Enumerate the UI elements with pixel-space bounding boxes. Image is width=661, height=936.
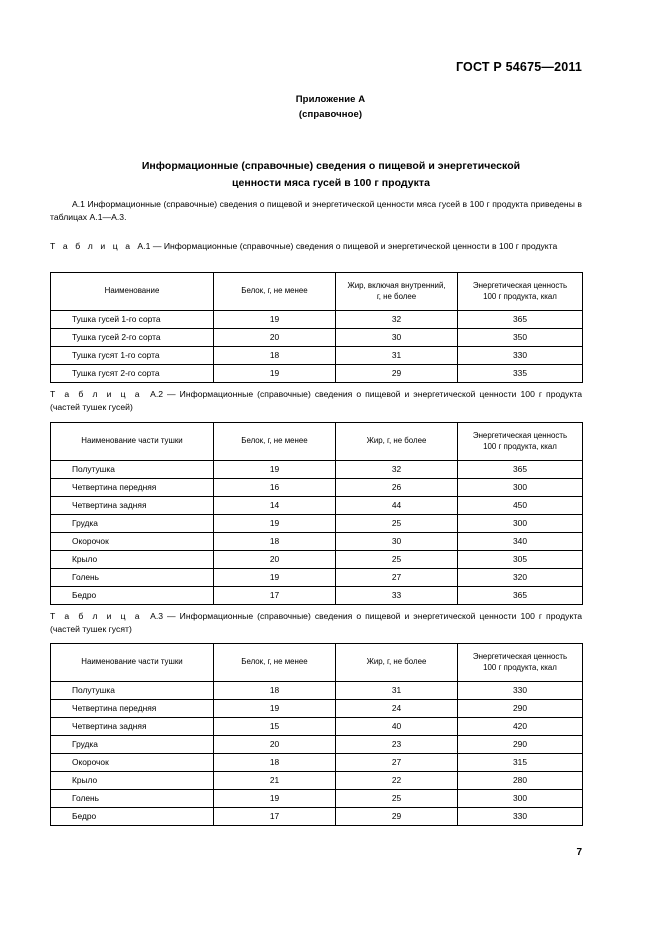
table-a1-head bbox=[51, 273, 583, 311]
paragraph-a1-text: А.1 Информационные (справочные) сведения о пищевой и энергетической ценности мяса гусей в 100 г продукта приведены в таблицах А.1—А.3. bbox=[50, 199, 582, 222]
table-row bbox=[51, 347, 583, 365]
table-caption-a2-label: Т а б л и ц а bbox=[50, 389, 143, 399]
table-a3-col-name bbox=[51, 644, 214, 682]
table-a3-r0-c0: Полутушка bbox=[51, 682, 214, 700]
table-a2-col-protein-l1: Белок, г, не менее bbox=[241, 436, 308, 446]
table-a3-r4-c2: 27 bbox=[336, 754, 458, 772]
table-a3-r5-c2: 22 bbox=[336, 772, 458, 790]
table-a1-r0-c2: 32 bbox=[336, 311, 458, 329]
table-a2-r7-c1: 17 bbox=[214, 587, 336, 605]
table-a1-r3-c0: Тушка гусят 2-го сорта bbox=[51, 365, 214, 383]
table-a3-col-protein bbox=[214, 644, 336, 682]
table-a2-r6-c1: 19 bbox=[214, 569, 336, 587]
table-a2-r0-c0: Полутушка bbox=[51, 461, 214, 479]
table-a3-r2-c0: Четвертина задняя bbox=[51, 718, 214, 736]
table-row bbox=[51, 682, 583, 700]
table-a1-r1-c3: 350 bbox=[458, 329, 583, 347]
table-a3-r2-c1: 15 bbox=[214, 718, 336, 736]
table-a2-r3-c0: Грудка bbox=[51, 515, 214, 533]
table-a3-r4-c0: Окорочок bbox=[51, 754, 214, 772]
table-a2-r0-c3: 365 bbox=[458, 461, 583, 479]
table-a1-r3-c2: 29 bbox=[336, 365, 458, 383]
table-a2-r3-c2: 25 bbox=[336, 515, 458, 533]
table-a2-r7-c3: 365 bbox=[458, 587, 583, 605]
table-a2-r5-c2: 25 bbox=[336, 551, 458, 569]
table-a2-col-energy bbox=[458, 423, 583, 461]
table-a2-r1-c1: 16 bbox=[214, 479, 336, 497]
table-a1-r0-c3: 365 bbox=[458, 311, 583, 329]
table-a2-r1-c3: 300 bbox=[458, 479, 583, 497]
table-a1-r1-c0: Тушка гусей 2-го сорта bbox=[51, 329, 214, 347]
table-row bbox=[51, 718, 583, 736]
table-a1-col-name-l1: Наименование bbox=[104, 286, 160, 296]
page-number: 7 bbox=[576, 847, 582, 858]
table-a2-r6-c0: Голень bbox=[51, 569, 214, 587]
table-a3-r3-c1: 20 bbox=[214, 736, 336, 754]
table-a1-r2-c1: 18 bbox=[214, 347, 336, 365]
table-caption-a3-label: Т а б л и ц а bbox=[50, 611, 143, 621]
paragraph-a1 bbox=[50, 198, 582, 223]
page-title-line-1: Информационные (справочные) сведения о пищевой и энергетической bbox=[141, 160, 521, 172]
table-a1-r0-c1: 19 bbox=[214, 311, 336, 329]
table-a2-r0-c1: 19 bbox=[214, 461, 336, 479]
annex-subtitle: (справочное) bbox=[298, 109, 363, 120]
table-a1-r2-c3: 330 bbox=[458, 347, 583, 365]
page-title-line-2: ценности мяса гусей в 100 г продукта bbox=[231, 177, 431, 189]
table-a3-r4-c3: 315 bbox=[458, 754, 583, 772]
page-title bbox=[80, 158, 582, 192]
table-caption-a1 bbox=[50, 240, 582, 253]
table-a1-col-fat-l2: г, не более bbox=[376, 291, 417, 301]
table-row bbox=[51, 808, 583, 826]
table-a1-r2-c2: 31 bbox=[336, 347, 458, 365]
table-a1-col-fat-l1: Жир, включая внутренний, bbox=[347, 281, 446, 290]
table-a3-col-energy-l2: 100 г продукта, ккал bbox=[483, 662, 557, 672]
table-row bbox=[51, 311, 583, 329]
table-caption-a1-label: Т а б л и ц а bbox=[50, 241, 133, 251]
table-a1-header-row bbox=[51, 273, 583, 311]
table-a2-col-energy-l1: Энергетическая ценность bbox=[472, 431, 568, 440]
table-a3-r7-c1: 17 bbox=[214, 808, 336, 826]
table-row bbox=[51, 329, 583, 347]
table-row bbox=[51, 736, 583, 754]
table-a3-col-name-l1: Наименование части тушки bbox=[81, 657, 183, 667]
table-a3-r1-c0: Четвертина передняя bbox=[51, 700, 214, 718]
table-a1-col-energy bbox=[458, 273, 583, 311]
table-a2-r0-c2: 32 bbox=[336, 461, 458, 479]
table-a3-col-energy bbox=[458, 644, 583, 682]
table-a2-col-energy-l2: 100 г продукта, ккал bbox=[483, 441, 557, 451]
table-a2-r2-c0: Четвертина задняя bbox=[51, 497, 214, 515]
table-a3-r6-c1: 19 bbox=[214, 790, 336, 808]
table-a2-r5-c3: 305 bbox=[458, 551, 583, 569]
table-row bbox=[51, 754, 583, 772]
table-a2-header-row bbox=[51, 423, 583, 461]
table-a1 bbox=[50, 272, 583, 383]
table-a2-col-fat bbox=[336, 423, 458, 461]
table-row bbox=[51, 497, 583, 515]
table-caption-a1-number: А.1 bbox=[137, 241, 151, 251]
table-a2-body bbox=[51, 461, 583, 605]
table-a1-r2-c0: Тушка гусят 1-го сорта bbox=[51, 347, 214, 365]
table-a2-r5-c1: 20 bbox=[214, 551, 336, 569]
table-caption-a2-text: — Информационные (справочные) сведения о пищевой и энергетической ценности 100 г продукта (частей тушек гусей) bbox=[50, 389, 582, 412]
table-a2-r7-c2: 33 bbox=[336, 587, 458, 605]
table-caption-a2-number: А.2 bbox=[150, 389, 164, 399]
table-a1-col-fat bbox=[336, 273, 458, 311]
table-a2-col-name bbox=[51, 423, 214, 461]
table-a1-col-protein bbox=[214, 273, 336, 311]
table-caption-a3-number: А.3 bbox=[150, 611, 164, 621]
annex-heading-block bbox=[0, 92, 661, 122]
table-a3-header-row bbox=[51, 644, 583, 682]
running-head-standard-number: ГОСТ Р 54675—2011 bbox=[455, 60, 582, 74]
table-a1-body bbox=[51, 311, 583, 383]
table-a2-head bbox=[51, 423, 583, 461]
table-a3-r1-c2: 24 bbox=[336, 700, 458, 718]
table-a2-col-name-l1: Наименование части тушки bbox=[81, 436, 183, 446]
table-a2-r3-c3: 300 bbox=[458, 515, 583, 533]
table-a3-col-fat bbox=[336, 644, 458, 682]
table-a3-r2-c2: 40 bbox=[336, 718, 458, 736]
table-a3-r1-c1: 19 bbox=[214, 700, 336, 718]
table-row bbox=[51, 587, 583, 605]
table-row bbox=[51, 479, 583, 497]
table-caption-a3-text: — Информационные (справочные) сведения о пищевой и энергетической ценности 100 г продукта (частей тушек гусят) bbox=[50, 611, 582, 634]
table-a3-r0-c3: 330 bbox=[458, 682, 583, 700]
table-row bbox=[51, 551, 583, 569]
table-a3-r1-c3: 290 bbox=[458, 700, 583, 718]
table-a3-r5-c0: Крыло bbox=[51, 772, 214, 790]
table-a2 bbox=[50, 422, 583, 605]
table-a3-r7-c0: Бедро bbox=[51, 808, 214, 826]
table-a1-r1-c2: 30 bbox=[336, 329, 458, 347]
table-a2-r2-c2: 44 bbox=[336, 497, 458, 515]
table-a3-r2-c3: 420 bbox=[458, 718, 583, 736]
table-a2-r2-c3: 450 bbox=[458, 497, 583, 515]
table-a2-r5-c0: Крыло bbox=[51, 551, 214, 569]
table-a3-r3-c2: 23 bbox=[336, 736, 458, 754]
table-row bbox=[51, 515, 583, 533]
table-a2-r6-c3: 320 bbox=[458, 569, 583, 587]
table-a1-r1-c1: 20 bbox=[214, 329, 336, 347]
table-a1-col-protein-l1: Белок, г, не менее bbox=[241, 286, 308, 296]
table-a3-col-protein-l1: Белок, г, не менее bbox=[241, 657, 308, 667]
table-a2-r2-c1: 14 bbox=[214, 497, 336, 515]
table-a3 bbox=[50, 643, 583, 826]
table-a2-r4-c3: 340 bbox=[458, 533, 583, 551]
table-a3-col-energy-l1: Энергетическая ценность bbox=[472, 652, 568, 661]
table-a2-r1-c2: 26 bbox=[336, 479, 458, 497]
table-a3-r3-c3: 290 bbox=[458, 736, 583, 754]
table-a3-body bbox=[51, 682, 583, 826]
table-a3-col-fat-l1: Жир, г, не более bbox=[366, 657, 427, 667]
table-a3-r0-c2: 31 bbox=[336, 682, 458, 700]
table-a3-r0-c1: 18 bbox=[214, 682, 336, 700]
table-a3-r6-c3: 300 bbox=[458, 790, 583, 808]
table-a2-col-fat-l1: Жир, г, не более bbox=[366, 436, 427, 446]
annex-title: Приложение А bbox=[295, 94, 366, 105]
table-caption-a2 bbox=[50, 388, 582, 413]
table-row bbox=[51, 365, 583, 383]
table-row bbox=[51, 790, 583, 808]
table-a3-r4-c1: 18 bbox=[214, 754, 336, 772]
table-row bbox=[51, 533, 583, 551]
table-row bbox=[51, 461, 583, 479]
table-a2-r4-c0: Окорочок bbox=[51, 533, 214, 551]
table-a1-col-energy-l2: 100 г продукта, ккал bbox=[483, 291, 557, 301]
table-a1-r3-c3: 335 bbox=[458, 365, 583, 383]
table-a3-r6-c0: Голень bbox=[51, 790, 214, 808]
table-row bbox=[51, 772, 583, 790]
table-row bbox=[51, 700, 583, 718]
table-a2-r4-c1: 18 bbox=[214, 533, 336, 551]
table-a1-r0-c0: Тушка гусей 1-го сорта bbox=[51, 311, 214, 329]
table-a2-r1-c0: Четвертина передняя bbox=[51, 479, 214, 497]
table-row bbox=[51, 569, 583, 587]
table-a3-r6-c2: 25 bbox=[336, 790, 458, 808]
table-a2-r3-c1: 19 bbox=[214, 515, 336, 533]
table-a1-col-name bbox=[51, 273, 214, 311]
table-a3-r5-c1: 21 bbox=[214, 772, 336, 790]
table-a2-r7-c0: Бедро bbox=[51, 587, 214, 605]
table-a3-r7-c3: 330 bbox=[458, 808, 583, 826]
table-a2-r6-c2: 27 bbox=[336, 569, 458, 587]
table-a1-col-energy-l1: Энергетическая ценность bbox=[472, 281, 568, 290]
table-a2-col-protein bbox=[214, 423, 336, 461]
table-caption-a3 bbox=[50, 610, 582, 635]
table-a3-r3-c0: Грудка bbox=[51, 736, 214, 754]
table-a3-r7-c2: 29 bbox=[336, 808, 458, 826]
table-a2-r4-c2: 30 bbox=[336, 533, 458, 551]
table-a3-head bbox=[51, 644, 583, 682]
table-caption-a1-text: — Информационные (справочные) сведения о пищевой и энергетической ценности в 100 г продукта bbox=[152, 241, 558, 251]
table-a1-r3-c1: 19 bbox=[214, 365, 336, 383]
table-a3-r5-c3: 280 bbox=[458, 772, 583, 790]
